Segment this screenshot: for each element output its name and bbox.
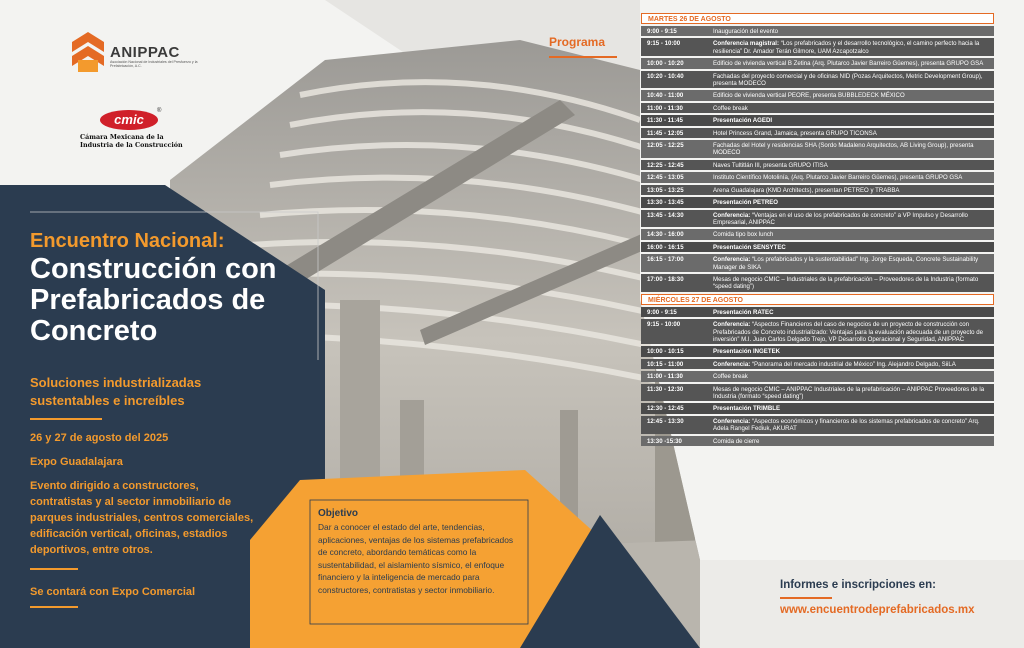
anippac-logo-subtitle: Asociación Nacional de Industriales del Presfuerzo y la Prefabricación, A.C. (110, 60, 198, 69)
event-venue: Expo Guadalajara (30, 456, 123, 468)
schedule-row (641, 160, 994, 170)
schedule-time: 16:00 - 16:15 (647, 243, 684, 251)
schedule-row (641, 103, 994, 113)
contact-title: Informes e inscripciones en: (780, 579, 936, 591)
schedule-row (641, 197, 994, 207)
schedule-row (641, 229, 994, 239)
schedule-description-bold: Conferencia: (713, 321, 751, 329)
schedule-description (711, 274, 994, 292)
schedule-description (711, 160, 994, 170)
cmic-logo-text: Cámara Mexicana de la Industria de la Construcción (80, 133, 183, 149)
schedule-description-bold: Presentación AGEDI (713, 117, 773, 125)
schedule-description (711, 384, 994, 402)
anippac-logo-text: ANIPPAC (110, 44, 180, 61)
schedule-time: 11:00 - 11:30 (647, 373, 683, 381)
schedule-row (641, 371, 994, 381)
schedule-row (641, 90, 994, 100)
schedule-time: 13:05 - 13:25 (647, 186, 684, 194)
schedule-time: 11:30 - 11:45 (647, 117, 683, 125)
schedule-row (641, 346, 994, 356)
schedule-time: 14:30 - 16:00 (647, 231, 684, 239)
schedule-description-bold: Presentación TRIMBLE (713, 405, 781, 413)
schedule-description-bold: Presentación PETREO (713, 199, 779, 207)
schedule-description (711, 319, 994, 344)
schedule-time: 11:45 - 12:05 (647, 129, 684, 137)
schedule-description-bold: Conferencia: (713, 417, 751, 425)
schedule-row (641, 38, 994, 56)
objective-text: Dar a conocer el estado del arte, tendencias, aplicaciones, ventajas de los sistemas prefabricados de concreto, abordando temáticas como la sustentabilidad, el aislamiento sísmico, el enfoque financiero y la inteligencia de mercado para constructores, contratistas y sector inmobiliario. (318, 522, 514, 595)
schedule-description (711, 185, 994, 195)
schedule-row (641, 307, 994, 317)
schedule-time: 10:00 - 10:20 (647, 60, 684, 68)
schedule-time: 9:15 - 10:00 (647, 40, 681, 48)
schedule-description-text: “Panorama del mercado industrial de México” Ing. Alejandro Delgado, SiiLA (750, 360, 956, 368)
schedule-description-text: Arena Guadalajara (KMD Architects), presentan PETREO y TRABBA (713, 186, 900, 194)
schedule-description (711, 416, 994, 434)
schedule-time: 10:00 - 10:15 (647, 348, 684, 356)
cmic-registered-mark: ® (157, 108, 162, 114)
schedule-description-bold: Conferencia magistral: (713, 40, 780, 48)
divider (30, 606, 78, 608)
schedule-description (711, 38, 994, 56)
schedule-description-text: “Aspectos económicos y financieros de los sistemas prefabricados de concreto” Arq. Adela Rangel Fediuk, AKURAT (713, 417, 980, 433)
expo-note: Se contará con Expo Comercial (30, 586, 196, 598)
schedule-row (641, 274, 994, 292)
schedule-description (711, 128, 994, 138)
schedule-row (641, 58, 994, 68)
divider (30, 418, 102, 420)
schedule-time: 13:30 - 13:45 (647, 199, 684, 207)
schedule-row (641, 254, 994, 272)
schedule-row (641, 172, 994, 182)
schedule-description-text: Coffee break (713, 104, 748, 112)
schedule-description (711, 359, 994, 369)
cmic-logo: cmic (100, 110, 158, 130)
schedule-time: 12:45 - 13:30 (647, 417, 684, 425)
schedule-description-bold: Presentación INGETEK (713, 348, 781, 356)
schedule-description-text: “Aspectos Financieros del caso de negocios de un proyecto de construcción con Prefabricados de Concreto industrializado: Ventajas para la evaluación adecuada de un proyecto de inversión” M.I. Juan Carlos Delgado Trejo, VP Desarrollo Operacional y Seguridad, ANIPPAC (713, 321, 983, 343)
schedule-description (711, 371, 994, 381)
schedule-row (641, 71, 994, 89)
divider (549, 56, 617, 58)
schedule-description (711, 242, 994, 252)
schedule-description (711, 90, 994, 100)
schedule-description (711, 254, 994, 272)
schedule-description (711, 103, 994, 113)
schedule-description-text: Mesas de negocio CMIC – Industriales de la prefabricación – Proveedores de la Industria (formato “speed dating”) (713, 275, 979, 291)
schedule-row (641, 210, 994, 228)
schedule-description-bold: Conferencia: (713, 360, 751, 368)
schedule-time: 10:40 - 11:00 (647, 92, 684, 100)
schedule-description-bold: Presentación RATEC (713, 308, 774, 316)
schedule-description-text: Coffee break (713, 373, 748, 381)
schedule-row (641, 185, 994, 195)
divider (780, 597, 832, 599)
schedule-row (641, 416, 994, 434)
schedule-description (711, 346, 994, 356)
schedule-row (641, 359, 994, 369)
schedule-row (641, 384, 994, 402)
schedule-description (711, 210, 994, 228)
schedule-row (641, 26, 994, 36)
schedule-description (711, 172, 994, 182)
schedule-description-text: Inauguración del evento (713, 28, 779, 35)
schedule-time: 12:05 - 12:25 (647, 142, 684, 150)
schedule-description-text: Comida tipo box lunch (713, 231, 774, 239)
schedule-description-text: Instituto Científico Motolinía, (Arq. Plutarco Javier Barreiro Güemes), presenta GRUPO GSA (713, 174, 963, 182)
schedule-description-bold: Conferencia: (713, 211, 751, 219)
schedule-row (641, 403, 994, 413)
schedule-description-text: Edificio de vivienda vertical PEORE, presenta BUBBLEDECK MÉXICO (713, 92, 905, 100)
event-dates: 26 y 27 de agosto del 2025 (30, 432, 169, 444)
event-title: Construcción con Prefabricados de Concreto (30, 253, 277, 347)
schedule-description (711, 140, 994, 158)
schedule-time: 12:25 - 12:45 (647, 161, 684, 169)
schedule-time: 10:20 - 10:40 (647, 72, 684, 80)
schedule-description (711, 403, 994, 413)
schedule-description-text: Edificio de vivienda vertical B Zetina (Arq. Plutarco Javier Barreiro Güemes), presenta GRUPO GSA (713, 60, 984, 68)
schedule-description (711, 26, 994, 36)
schedule-description-text: Fachadas del proyecto comercial y de oficinas NID (Pozas Arquitectos, Metric Development Group), presenta MODECO (713, 72, 983, 88)
schedule-row (641, 115, 994, 125)
schedule-time: 12:30 - 12:45 (647, 405, 684, 413)
schedule-row (641, 128, 994, 138)
schedule-time: 9:00 - 9:15 (647, 28, 677, 35)
schedule-description-text: Hotel Princess Grand, Jamaica, presenta GRUPO TICONSA (713, 129, 877, 137)
schedule-description-bold: Conferencia: (713, 256, 751, 264)
day-heading: MARTES 26 DE AGOSTO (641, 13, 994, 24)
schedule-description-text: “Ventajas en el uso de los prefabricados de concreto” a VP Impulso y Desarrollo Empresarial, ANIPPAC (713, 211, 968, 226)
day-heading: MIÉRCOLES 27 DE AGOSTO (641, 294, 994, 305)
schedule-time: 12:45 - 13:05 (647, 174, 684, 182)
schedule-description-text: Naves Tultitlán III, presenta GRUPO ITISA (713, 161, 828, 169)
schedule-time: 17:00 - 18:30 (647, 275, 684, 283)
schedule-time: 9:15 - 10:00 (647, 321, 681, 329)
program-title: Programa (549, 35, 606, 49)
schedule-description-text: Fachadas del Hotel y residencias SHA (Sordo Madaleno Arquitectos, AB Living Group), presenta MODECO (713, 142, 974, 157)
schedule-time: 10:15 - 11:00 (647, 360, 684, 368)
divider (30, 568, 78, 570)
contact-url-link[interactable]: www.encuentrodeprefabricados.mx (780, 604, 975, 616)
schedule-row (641, 436, 994, 446)
schedule-description (711, 307, 994, 317)
schedule-time: 9:00 - 9:15 (647, 308, 677, 316)
schedule-description-text: “Los prefabricados y el desarrollo tecnológico, el camino perfecto hacia la resiliencia” Dr. Amador Terán Gilmore, UAM Azcapotzalco (713, 40, 980, 55)
schedule-description (711, 115, 994, 125)
schedule-description (711, 71, 994, 89)
schedule-time: 13:30 -15:30 (647, 437, 682, 445)
schedule-time: 13:45 - 14:30 (647, 211, 684, 219)
schedule-description-bold: Presentación SENSYTEC (713, 243, 786, 251)
schedule-description-text: Mesas de negocio CMIC – ANIPPAC Industriales de la prefabricación – ANIPPAC Proveedores de la Industria (formato “speed dating”) (713, 385, 985, 400)
schedule-row (641, 242, 994, 252)
schedule-description-text: Comida de cierre (713, 437, 760, 445)
event-audience: Evento dirigido a constructores, contratistas y al sector inmobiliario de parques industriales, centros comerciales, edificación vertical, oficinas, estadios deportivos, entre otros. (30, 480, 254, 556)
objective-title: Objetivo (318, 508, 359, 519)
event-subtitle: Soluciones industrializadas sustentables e increíbles (30, 375, 202, 408)
schedule-description (711, 197, 994, 207)
schedule-time: 16:15 - 17:00 (647, 256, 684, 264)
schedule-description-text: “Los prefabricados y la sustentabilidad” Ing. Jorge Esqueda, Concrete Sustainability Manager de SIKA (713, 256, 979, 271)
schedule-description (711, 58, 994, 68)
schedule-row (641, 140, 994, 158)
schedule-description (711, 436, 994, 446)
schedule-description (711, 229, 994, 239)
schedule-time: 11:30 - 12:30 (647, 385, 684, 393)
schedule-row (641, 319, 994, 344)
event-title-prefix: Encuentro Nacional: (30, 230, 225, 252)
program-schedule (641, 13, 994, 448)
schedule-time: 11:00 - 11:30 (647, 104, 683, 112)
